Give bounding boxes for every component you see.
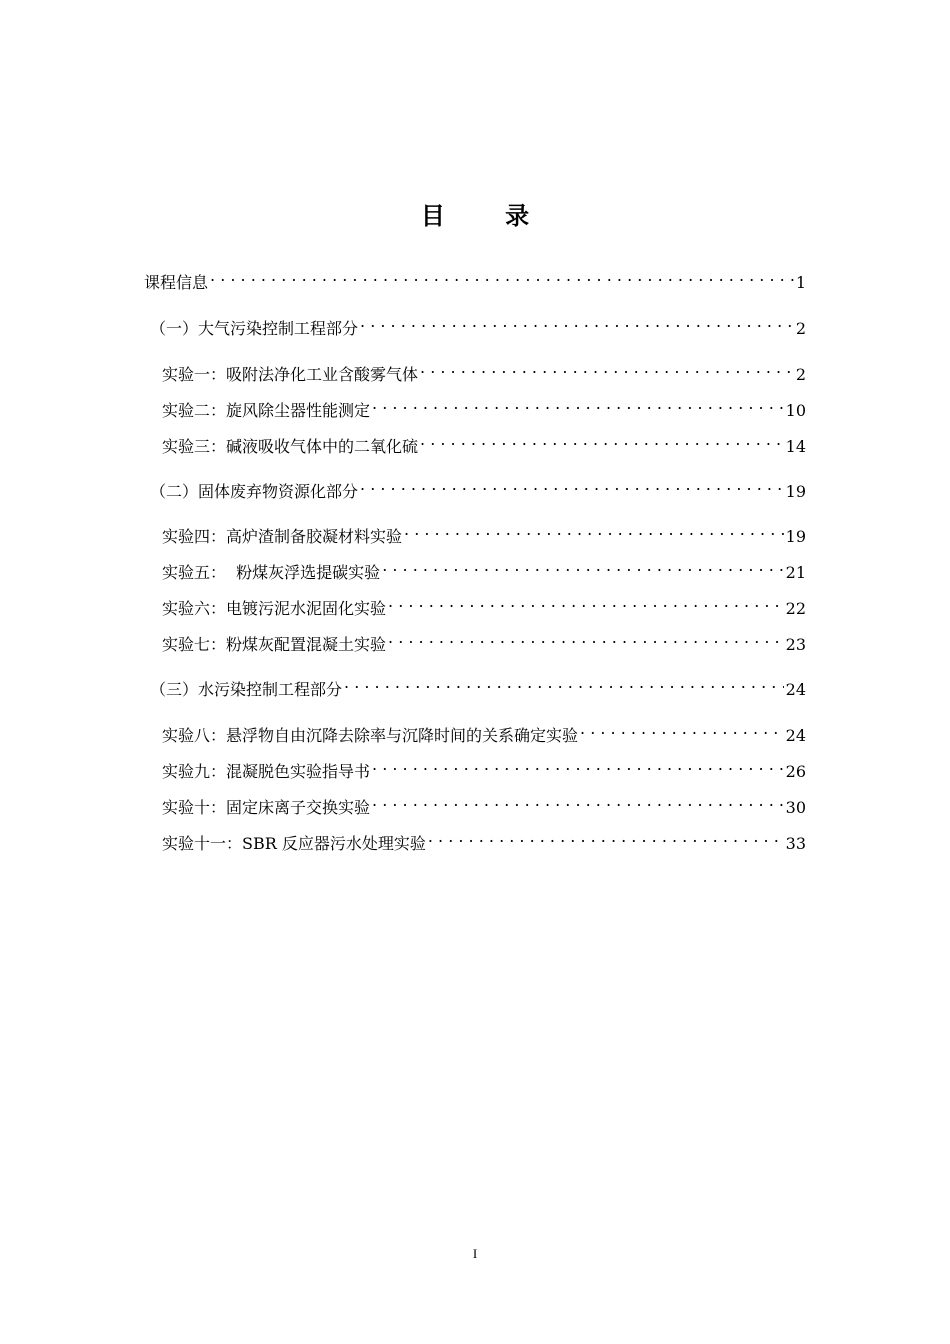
toc-entry[interactable] <box>150 671 806 699</box>
toc-entry-page: 23 <box>785 635 806 654</box>
toc-entry-page: 10 <box>785 401 806 420</box>
dot-leader <box>372 392 784 416</box>
dot-leader <box>344 671 784 695</box>
toc-entry-label: （一）大气污染控制工程部分 <box>150 319 359 338</box>
dot-leader <box>388 590 784 614</box>
toc-entry[interactable] <box>162 518 806 546</box>
dot-leader <box>372 789 784 813</box>
toc-entry[interactable] <box>150 310 806 338</box>
toc-entry[interactable] <box>162 554 806 582</box>
toc-entry[interactable] <box>150 473 806 501</box>
toc-entry-page: 2 <box>795 365 806 384</box>
toc-entry[interactable] <box>162 392 806 420</box>
dot-leader <box>360 473 784 497</box>
toc-entry[interactable] <box>162 428 806 456</box>
toc-entry-page: 21 <box>785 563 806 582</box>
toc-entry-page: 14 <box>785 437 806 456</box>
dot-leader <box>382 554 783 578</box>
toc-entry-label: 实验一：吸附法净化工业含酸雾气体 <box>162 365 419 384</box>
toc-entry-label: 实验八：悬浮物自由沉降去除率与沉降时间的关系确定实验 <box>162 726 579 745</box>
toc-entry-label: 实验五： 粉煤灰浮选提碳实验 <box>162 563 381 582</box>
toc-entry-label: 实验二：旋风除尘器性能测定 <box>162 401 371 420</box>
dot-leader <box>210 264 794 288</box>
toc-entry-page: 1 <box>795 273 806 292</box>
toc-entry-page: 22 <box>785 599 806 618</box>
dot-leader <box>420 428 784 452</box>
dot-leader <box>580 717 784 741</box>
toc-entry-label: （三）水污染控制工程部分 <box>150 680 343 699</box>
toc-entry-page: 24 <box>785 680 806 699</box>
toc-entry[interactable] <box>162 590 806 618</box>
dot-leader <box>388 626 784 650</box>
toc-entry-page: 2 <box>795 319 806 338</box>
toc-entry[interactable] <box>162 356 806 384</box>
page-number: I <box>472 1246 478 1261</box>
toc-entry-page: 19 <box>785 482 806 501</box>
toc-entry-label: 实验四：高炉渣制备胶凝材料实验 <box>162 527 403 546</box>
toc-entry[interactable] <box>162 626 806 654</box>
toc-entry[interactable] <box>162 717 806 745</box>
toc-title: 目 录 <box>420 202 556 230</box>
toc-entry-label: 实验十一：SBR 反应器污水处理实验 <box>162 834 426 853</box>
toc-entry-label: 实验十：固定床离子交换实验 <box>162 798 371 817</box>
toc-entry[interactable] <box>162 789 806 817</box>
toc-entry-label: 实验九：混凝脱色实验指导书 <box>162 762 371 781</box>
toc-entry[interactable] <box>162 825 806 853</box>
dot-leader <box>420 356 794 380</box>
toc-entry-label: （二）固体废弃物资源化部分 <box>150 482 359 501</box>
toc-entry-page: 19 <box>785 527 806 546</box>
dot-leader <box>404 518 784 542</box>
toc-entry-label: 实验三：碱液吸收气体中的二氧化硫 <box>162 437 419 456</box>
toc-entry-page: 26 <box>785 762 806 781</box>
toc-entry-page: 30 <box>785 798 806 817</box>
toc-entry-label: 课程信息 <box>144 273 209 292</box>
dot-leader <box>360 310 794 334</box>
dot-leader <box>428 825 784 849</box>
toc-entry-label: 实验七：粉煤灰配置混凝土实验 <box>162 635 387 654</box>
toc-entry[interactable] <box>144 264 806 292</box>
toc-entry-page: 24 <box>785 726 806 745</box>
toc-entry[interactable] <box>162 753 806 781</box>
toc-entry-page: 33 <box>785 834 806 853</box>
toc-entry-label: 实验六：电镀污泥水泥固化实验 <box>162 599 387 618</box>
dot-leader <box>372 753 784 777</box>
